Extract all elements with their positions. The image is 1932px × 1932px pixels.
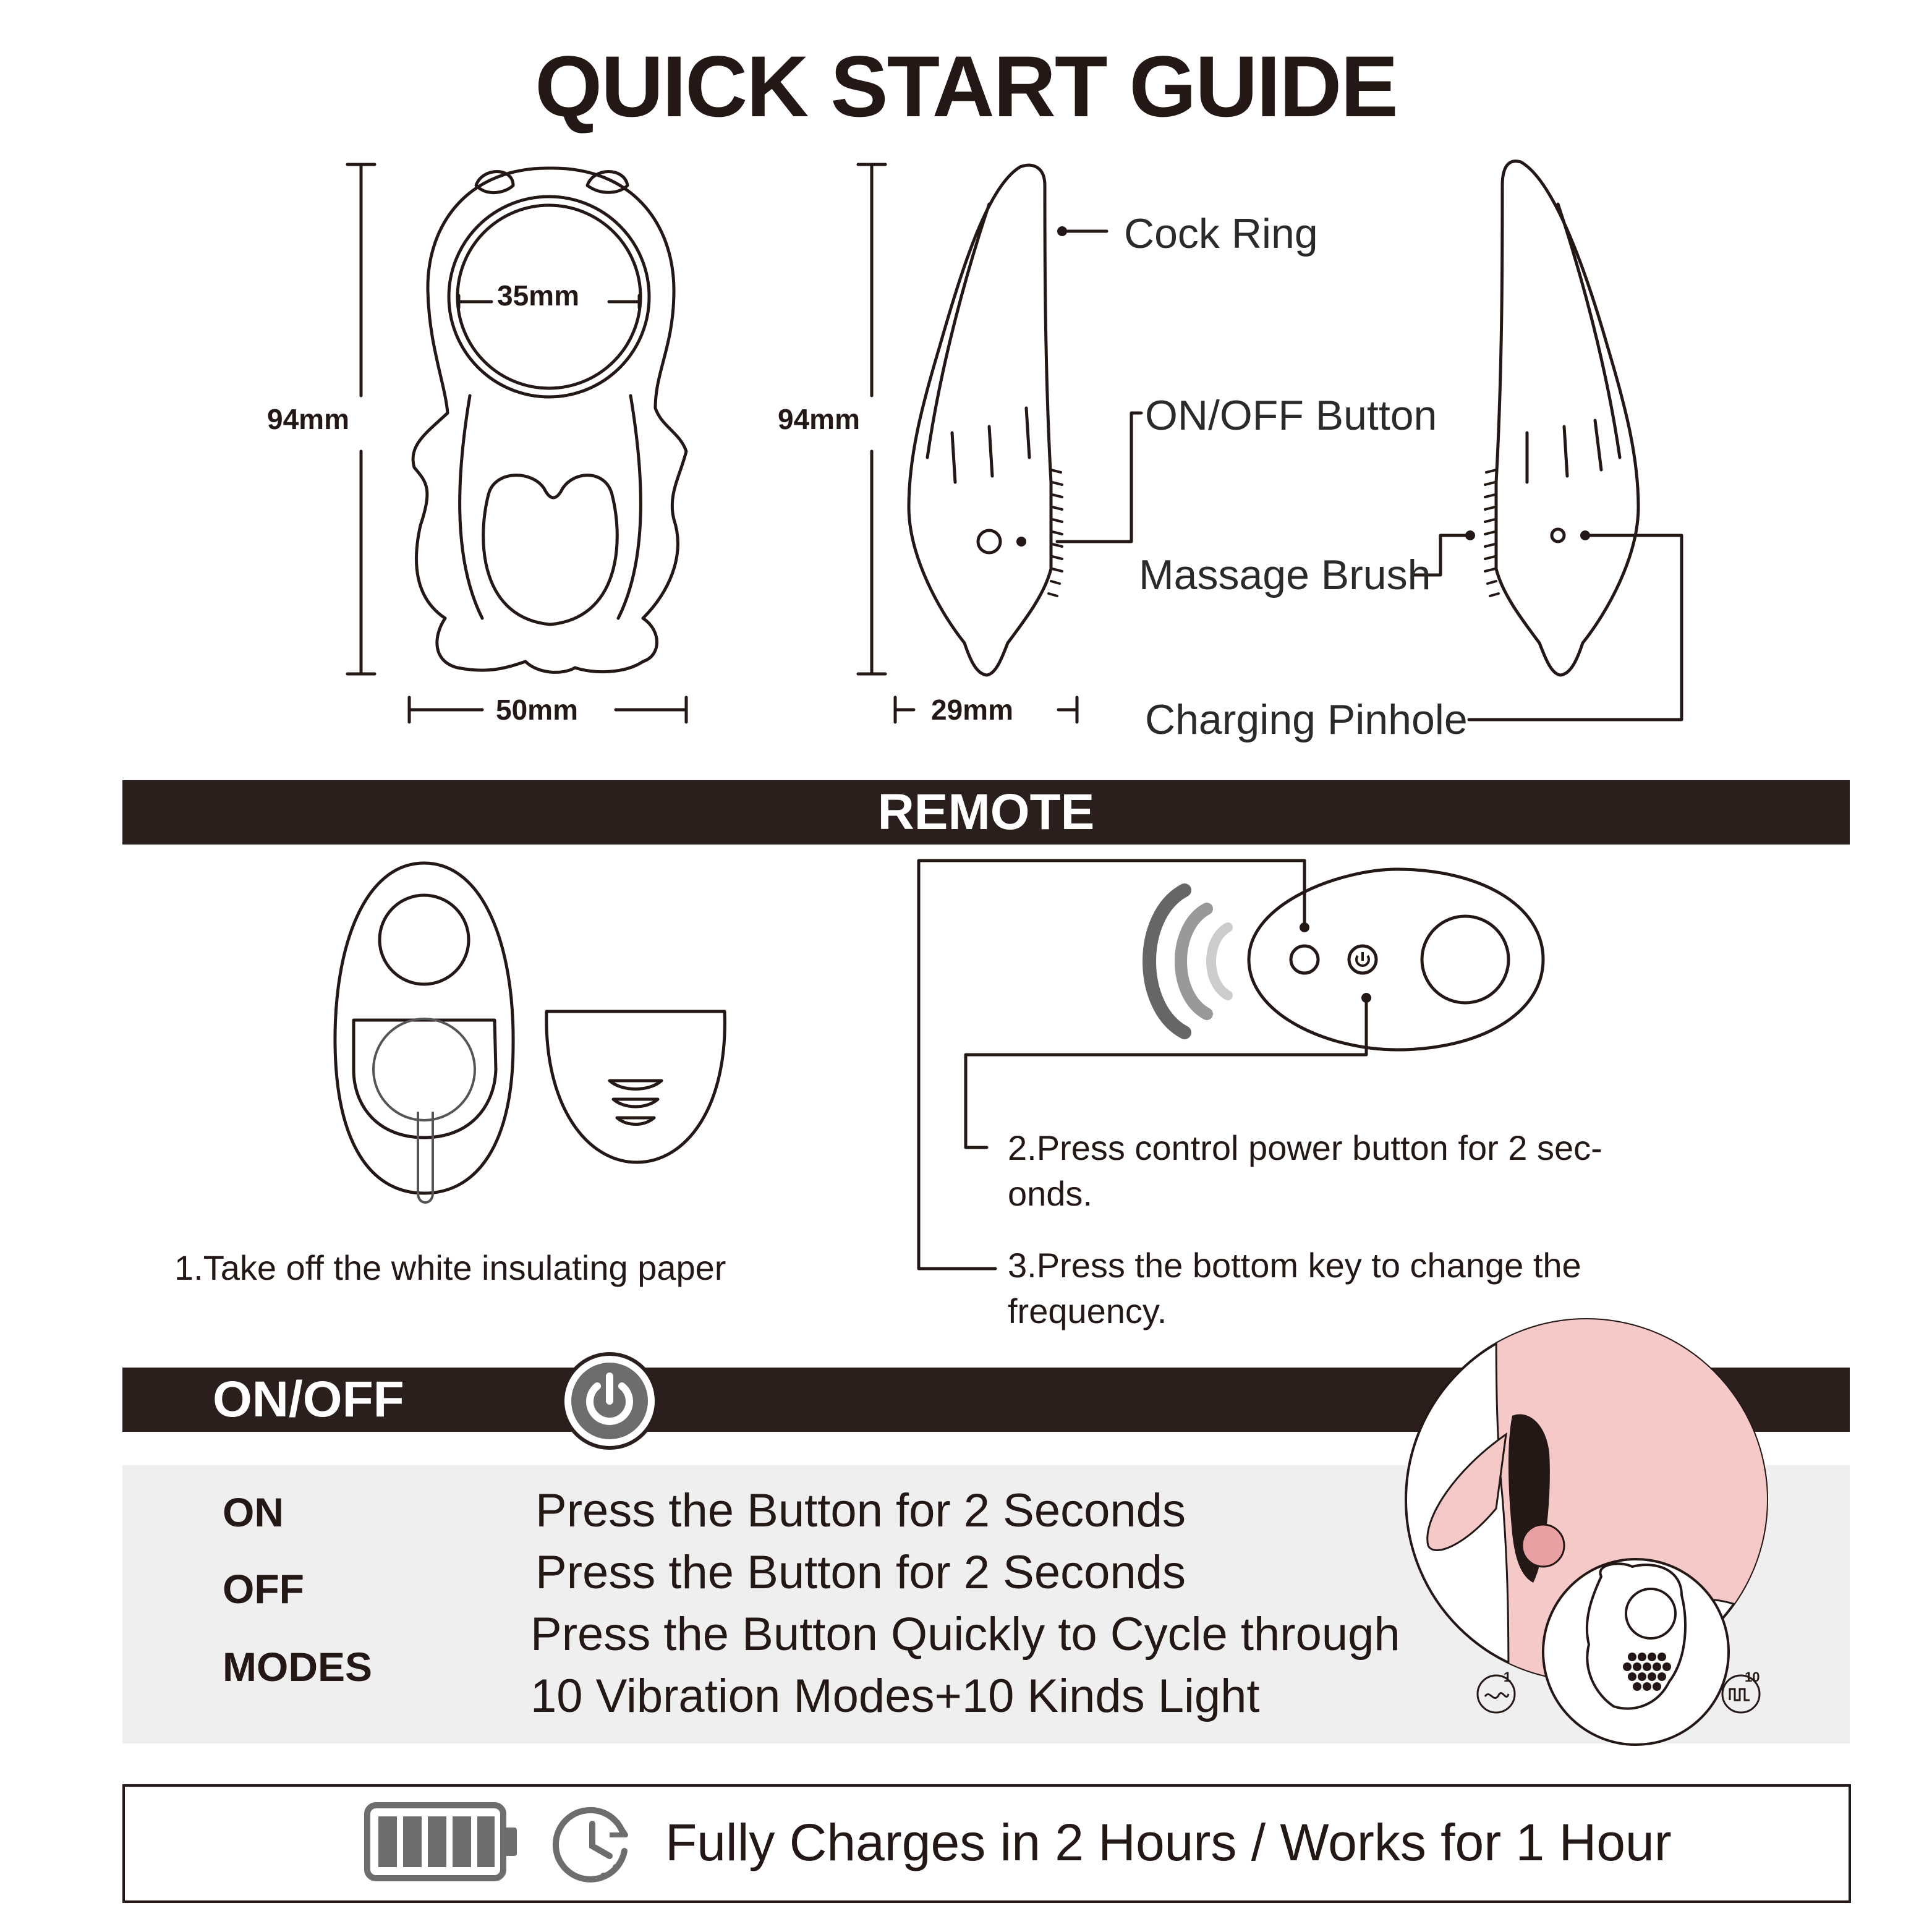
side-width-dimension: 29mm bbox=[931, 694, 1013, 726]
step-2-line-2: onds. bbox=[1008, 1174, 1092, 1213]
clock-icon bbox=[550, 1803, 637, 1889]
signal-waves-icon bbox=[1149, 890, 1228, 1032]
off-instruction: Press the Button for 2 Seconds bbox=[535, 1546, 1186, 1599]
remote-front-illustration bbox=[335, 863, 513, 1193]
callout-massage-brush: Massage Brush bbox=[1139, 551, 1431, 598]
step-3-line-1: 3.Press the bottom key to change the bbox=[1008, 1246, 1581, 1285]
usage-illustration bbox=[1397, 1311, 1781, 1743]
off-label: OFF bbox=[223, 1566, 304, 1612]
remote-back-cover-illustration bbox=[547, 1011, 725, 1162]
callout-on-off-button: ON/OFF Button bbox=[1145, 392, 1437, 439]
callout-cock-ring: Cock Ring bbox=[1124, 210, 1318, 257]
modes-label: MODES bbox=[223, 1644, 373, 1690]
callout-charging-pinhole: Charging Pinhole bbox=[1145, 696, 1468, 743]
front-width-dimension: 50mm bbox=[496, 694, 578, 726]
back-view-illustration bbox=[1496, 161, 1638, 675]
side-height-dimension: 94mm bbox=[778, 403, 860, 435]
power-icon bbox=[556, 1351, 668, 1450]
front-view-illustration bbox=[413, 168, 686, 672]
modes-instruction: Press the Button Quickly to Cycle through bbox=[530, 1608, 1400, 1661]
step-2-line-1: 2.Press control power button for 2 sec- bbox=[1008, 1128, 1602, 1167]
remote-oval-illustration bbox=[1249, 869, 1543, 1050]
battery-icon bbox=[365, 1803, 526, 1883]
mode-max-label: 10 bbox=[1745, 1669, 1760, 1685]
front-height-dimension: 94mm bbox=[267, 403, 349, 435]
side-view-illustration bbox=[909, 165, 1051, 675]
modes-instruction-line-2: 10 Vibration Modes+10 Kinds Light bbox=[530, 1670, 1260, 1722]
remote-header-bar bbox=[122, 780, 1850, 845]
step-3-line-2: frequency. bbox=[1008, 1292, 1167, 1330]
remote-header: REMOTE bbox=[877, 784, 1095, 840]
page-title: QUICK START GUIDE bbox=[535, 38, 1397, 135]
ring-diameter-dimension: 35mm bbox=[497, 279, 579, 312]
mode-min-label: 1 bbox=[1504, 1669, 1512, 1685]
device-diagrams bbox=[0, 0, 1932, 773]
power-icon bbox=[1356, 952, 1369, 966]
step-1: 1.Take off the white insulating paper bbox=[174, 1248, 726, 1287]
onoff-header: ON/OFF bbox=[213, 1371, 404, 1428]
charging-info-text: Fully Charges in 2 Hours / Works for 1 Hour bbox=[665, 1813, 1672, 1871]
on-label: ON bbox=[223, 1489, 284, 1535]
on-instruction: Press the Button for 2 Seconds bbox=[535, 1484, 1186, 1537]
